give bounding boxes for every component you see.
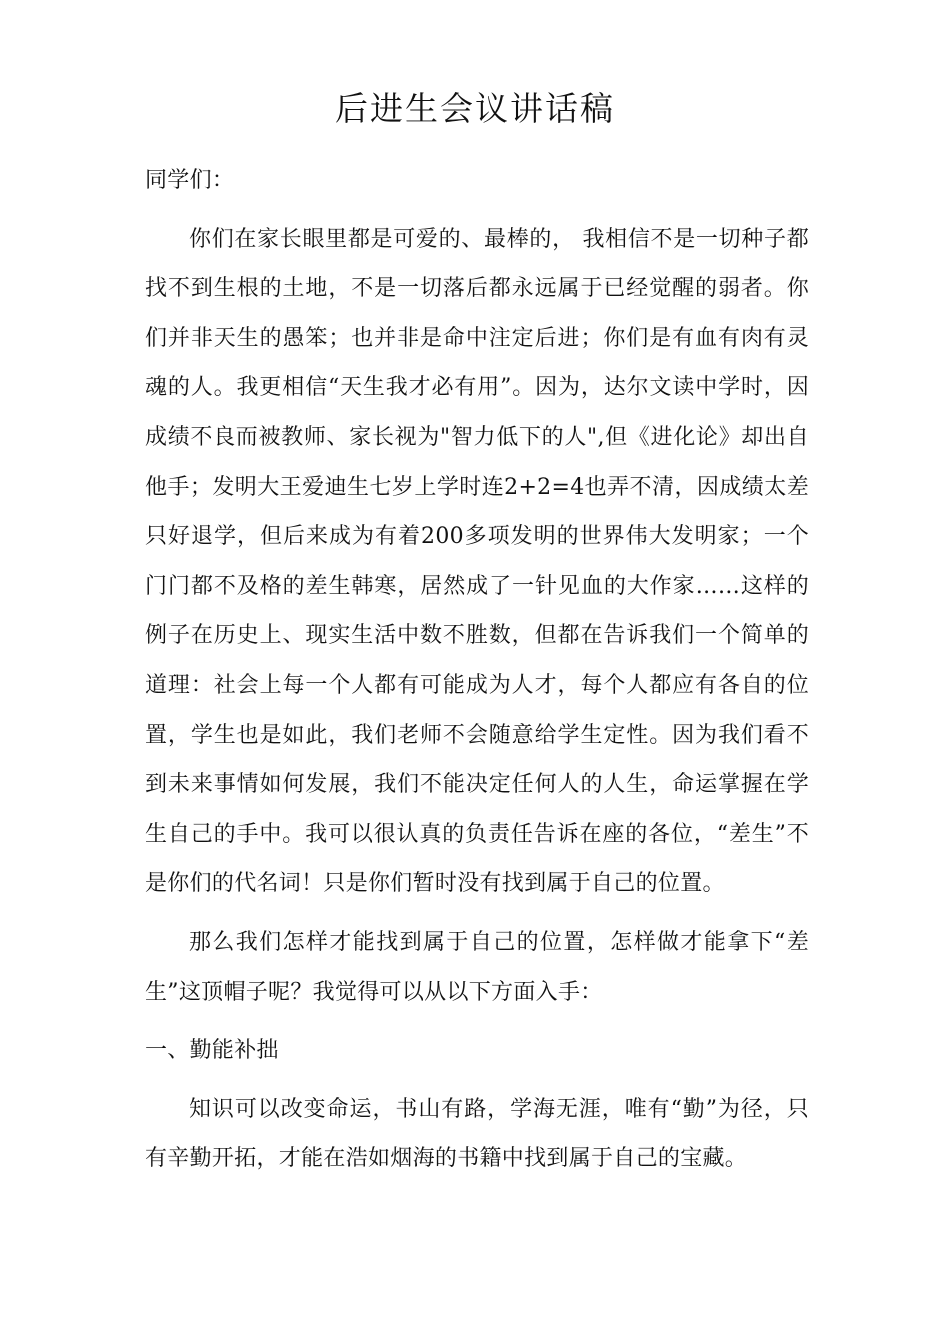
document-title: 后进生会议讲话稿	[335, 89, 615, 128]
document-body	[145, 156, 809, 1184]
paragraph-2: 那么我们怎样才能找到属于自己的位置，怎样做才能拿下“差生”这顶帽子呢？我觉得可以从以下方面入手：	[145, 929, 809, 1005]
salutation: 同学们：	[145, 168, 235, 193]
section-paragraph: 知识可以改变命运，书山有路，学海无涯，唯有“勤”为径，只有辛勤开拓，才能在浩如烟海的书籍中找到属于自己的宝藏。	[145, 1096, 809, 1172]
paragraph-1: 你们在家长眼里都是可爱的、最棒的， 我相信不是一切种子都找不到生根的土地，不是一切落后都永远属于已经觉醒的弱者。你们并非天生的愚笨；也并非是命中注定后进；你们是有血有肉有灵魂的人。我更相信“天生我才必有用”。因为，达尔文读中学时，因成绩不良而被教师、家长视为"智力低下的人",但《进化论》却出自他手；发明大王爱迪生七岁上学时连2+2=4也弄不清，因成绩太差只好退学，但后来成为有着200多项发明的世界伟大发明家；一个门门都不及格的差生韩寒，居然成了一针见血的大作家……这样的例子在历史上、现实生活中数不胜数，但都在告诉我们一个简单的道理：社会上每一个人都有可能成为人才，每个人都应有各自的位置，学生也是如此，我们老师不会随意给学生定性。因为我们看不到未来事情如何发展，我们不能决定任何人的人生，命运掌握在学生自己的手中。我可以很认真的负责任告诉在座的各位，“差生”不是你们的代名词！只是你们暂时没有找到属于自己的位置。	[145, 226, 809, 897]
section-heading: 一、勤能补拙	[145, 1038, 279, 1064]
